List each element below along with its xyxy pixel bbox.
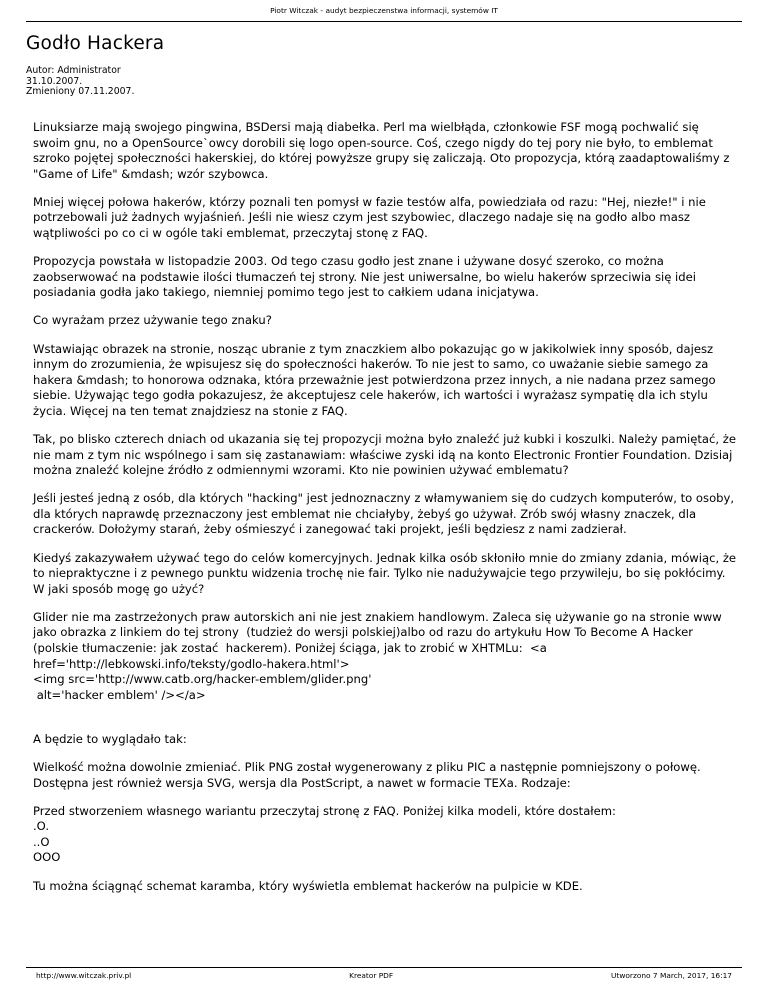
article-date: 31.10.2007. [26, 75, 83, 87]
paragraph-history: Propozycja powstała w listopadzie 2003. Od tego czasu godło jest znane i używane dosyć szeroko, co można zaobserwować na podstawie ilości tłumaczeń tej strony. Nie jest uniwersalne, bo wielu hakerów sprzeciwia się idei posiadania godła jako takiego, niemniej pomimo tego jest to całkiem udana inicjatywa. [33, 254, 696, 300]
paragraph-who-not: Jeśli jesteś jedną z osób, dla których "hacking" jest jednoznaczny z włamywaniem się do cudzych komputerów, to osoby, dla których naprawdę przeznaczony jest emblemat nie chciałyby, żebyś go używał. Zrób swój własny znaczek, dla crackerów. Dołożymy starań, żeby ośmieszyć i zanegować taki projekt, jeśli będziesz z nami zadzierał. [33, 491, 735, 537]
article-body [33, 120, 739, 907]
paragraph-preview: A będzie to wyglądało tak: [33, 731, 187, 746]
paragraph-usage-code: Glider nie ma zastrzeżonych praw autorskich ani nie jest znakiem handlowym. Zaleca się używanie go na stronie www jako obrazka z linkiem do tej strony (tudzież do wersji polskiej)albo od razu do artykułu How To Become A Hacker (polskie tłumaczenie: jak zostać hackerem). Poniżej ściąga, jak to zrobić w XHTMLu: <a href='http://lebkowski.info/teksty/godlo-hakera.html'> <img src='http://www.catb.org/hacker-emblem/glider.png' alt='hacker emblem' /></a> [33, 609, 722, 702]
footer-divider [26, 967, 742, 968]
footer-created: Utworzono 7 March, 2017, 16:17 [611, 971, 732, 980]
page-header: Piotr Witczak - audyt bezpieczenstwa informacji, systemów IT [270, 6, 498, 15]
paragraph-karamba: Tu można ściągnąć schemat karamba, który wyświetla emblemat hackerów na pulpicie w KDE. [33, 878, 583, 893]
article-meta [26, 66, 134, 98]
article-title: Godło Hackera [26, 33, 165, 54]
article-author: Autor: Administrator [26, 65, 121, 76]
article-modified: Zmieniony 07.11.2007. [26, 86, 135, 98]
paragraph-size: Wielkość można dowolnie zmieniać. Plik PNG został wygenerowany z pliku PIC a następnie pomniejszony o połowę. Dostępna jest również wersja SVG, wersja dla PostScript, a nawet w formacie TEXa. Rodzaje: [33, 760, 701, 790]
page-footer [36, 971, 732, 980]
paragraph-models: Przed stworzeniem własnego wariantu przeczytaj stronę z FAQ. Poniżej kilka modeli, które dostałem: .O. ..O OOO [33, 803, 616, 865]
paragraph-meaning: Wstawiając obrazek na stronie, nosząc ubranie z tym znaczkiem albo pokazując go w jakikolwiek inny sposób, dajesz innym do zrozumienia, że wpisujesz się do społeczności hakerów. To nie jest to samo, co uważanie siebie samego za hakera &mdash; to honorowa odznaka, która przeważnie jest potwierdzona przez innych, a nie nadana przez samego siebie. Używając tego godła pokazujesz, że akceptujesz cele hakerów, ich wartości i wyrażasz sympatię dla ich stylu życia. Więcej na ten temat znajdziesz na stonie z FAQ. [33, 341, 716, 418]
missing-image-gap [33, 716, 739, 732]
paragraph-merch: Tak, po blisko czterech dniach od ukazania się tej propozycji można było znaleźć już kubki i koszulki. Należy pamiętać, że nie mam z tym nic wspólnego i sam się zastanawiam: właściwe zyski idą na konto Electronic Frontier Foundation. Dzisiaj można znaleźć kolejne źródło z odmiennymi wzorami. Kto nie powinien używać emblematu? [33, 432, 736, 478]
paragraph-reception: Mniej więcej połowa hakerów, którzy poznali ten pomysł w fazie testów alfa, powiedziała od razu: "Hej, niezłe!" i nie potrzebowali już żadnych wyjaśnień. Jeśli nie wiesz czym jest szybowiec, dlaczego nadaje się na godło albo masz wątpliwości po co ci w ogóle taki emblemat, przeczytaj stonę z FAQ. [33, 194, 706, 241]
paragraph-commercial: Kiedyś zakazywałem używać tego do celów komercyjnych. Jednak kilka osób skłoniło mnie do zmiany zdania, mówiąc, że to niepraktyczne i z pewnego punktu widzenia trochę nie fair. Tylko nie nadużywajcie tego przywileju, bo się pokłócimy. W jaki sposób mogę go użyć? [33, 550, 737, 596]
footer-generator: Kreator PDF [349, 971, 394, 980]
footer-url: http://www.witczak.priv.pl [36, 971, 132, 980]
header-divider [26, 21, 742, 22]
paragraph-question-meaning: Co wyrażam przez używanie tego znaku? [33, 313, 272, 328]
paragraph-intro: Linuksiarze mają swojego pingwina, BSDersi mają diabełka. Perl ma wielbłąda, członkowie FSF mogą pochwalić się swoim gnu, no a OpenSource`owcy dorobili się logo open-source. Coś, czego nigdy do tej pory nie było, to emblemat szroko pojętej społeczności hakerskiej, do której powyższe grupy się zaliczają. Oto propozycja, którą zaadaptowaliśmy z "Game of Life" &mdash; wzór szybowca. [33, 120, 730, 181]
